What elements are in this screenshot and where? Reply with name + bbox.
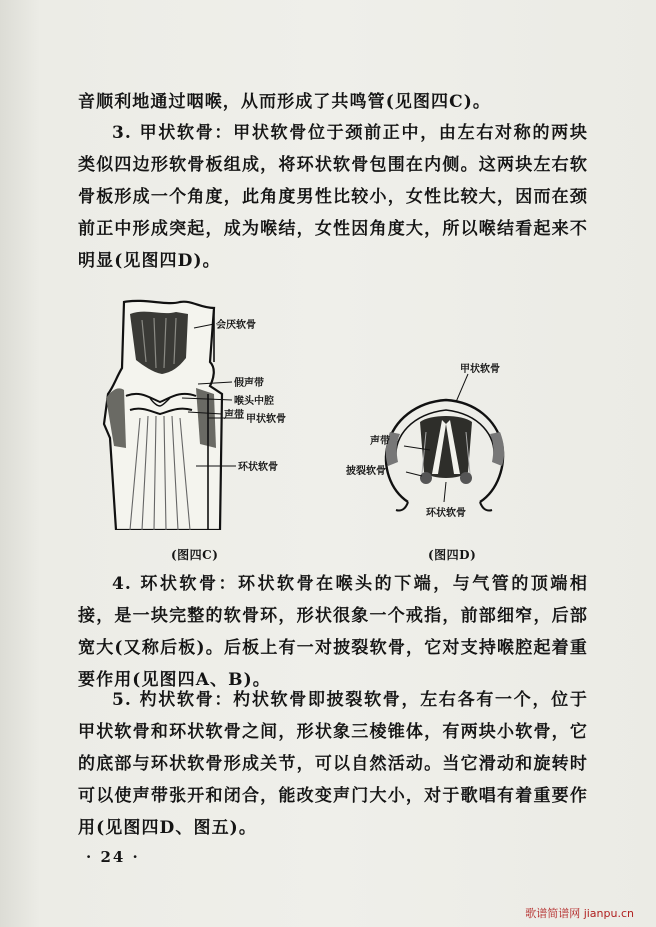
page-number: · 24 · bbox=[86, 848, 140, 866]
label-vocal-cord: 声带 bbox=[224, 410, 244, 421]
site-watermark: 歌谱简谱网 jianpu.cn bbox=[525, 907, 634, 920]
label-epiglottis: 会厌软骨 bbox=[216, 320, 256, 331]
paragraph-arytenoid-cartilage: 5. 杓状软骨：杓状软骨即披裂软骨，左右各有一个，位于甲状软骨和环状软骨之间，形状象三棱锥体，有两块小软骨，它的底部与环状软骨形成关节，可以自然活动。当它滑动和旋转时可以使声带张开和闭合，能改变声门大小，对于歌唱有着重要作用(见图四D、图五)。 bbox=[78, 690, 588, 838]
paragraph-continued: 音顺利地通过咽喉，从而形成了共鸣管(见图四C)。 bbox=[78, 92, 492, 112]
figure-c-caption: (图四C) bbox=[171, 548, 219, 562]
label-vocal-cord-top: 声带 bbox=[370, 436, 390, 447]
figure-larynx-top-view bbox=[334, 362, 544, 520]
label-cricoid-cartilage: 环状软骨 bbox=[238, 462, 278, 473]
label-cricoid-cartilage-top: 环状软骨 bbox=[426, 508, 466, 519]
label-false-vocal-cord: 假声带 bbox=[234, 378, 264, 389]
figure-larynx-section bbox=[96, 298, 326, 530]
paragraph-thyroid-cartilage: 3. 甲状软骨：甲状软骨位于颈前正中，由左右对称的两块类似四边形软骨板组成，将环状软骨包围在内侧。这两块左右软骨板形成一个角度，此角度男性比较小，女性比较大，因而在颈前正中形成突起，成为喉结，女性因角度大，所以喉结看起来不明显(见图四D)。 bbox=[78, 123, 588, 271]
label-laryngeal-cavity: 喉头中腔 bbox=[234, 396, 274, 407]
label-thyroid-cartilage-top: 甲状软骨 bbox=[460, 364, 500, 375]
label-arytenoid-cartilage: 披裂软骨 bbox=[346, 466, 386, 477]
figure-d-caption: (图四D) bbox=[428, 548, 477, 562]
paragraph-cricoid-cartilage: 4. 环状软骨：环状软骨在喉头的下端，与气管的顶端相接，是一块完整的软骨环，形状很象一个戒指，前部细窄，后部宽大(又称后板)。后板上有一对披裂软骨，它对支持喉腔起着重要作用(见图四A、B)。 bbox=[78, 574, 588, 690]
label-thyroid-cartilage: 甲状软骨 bbox=[246, 414, 286, 425]
